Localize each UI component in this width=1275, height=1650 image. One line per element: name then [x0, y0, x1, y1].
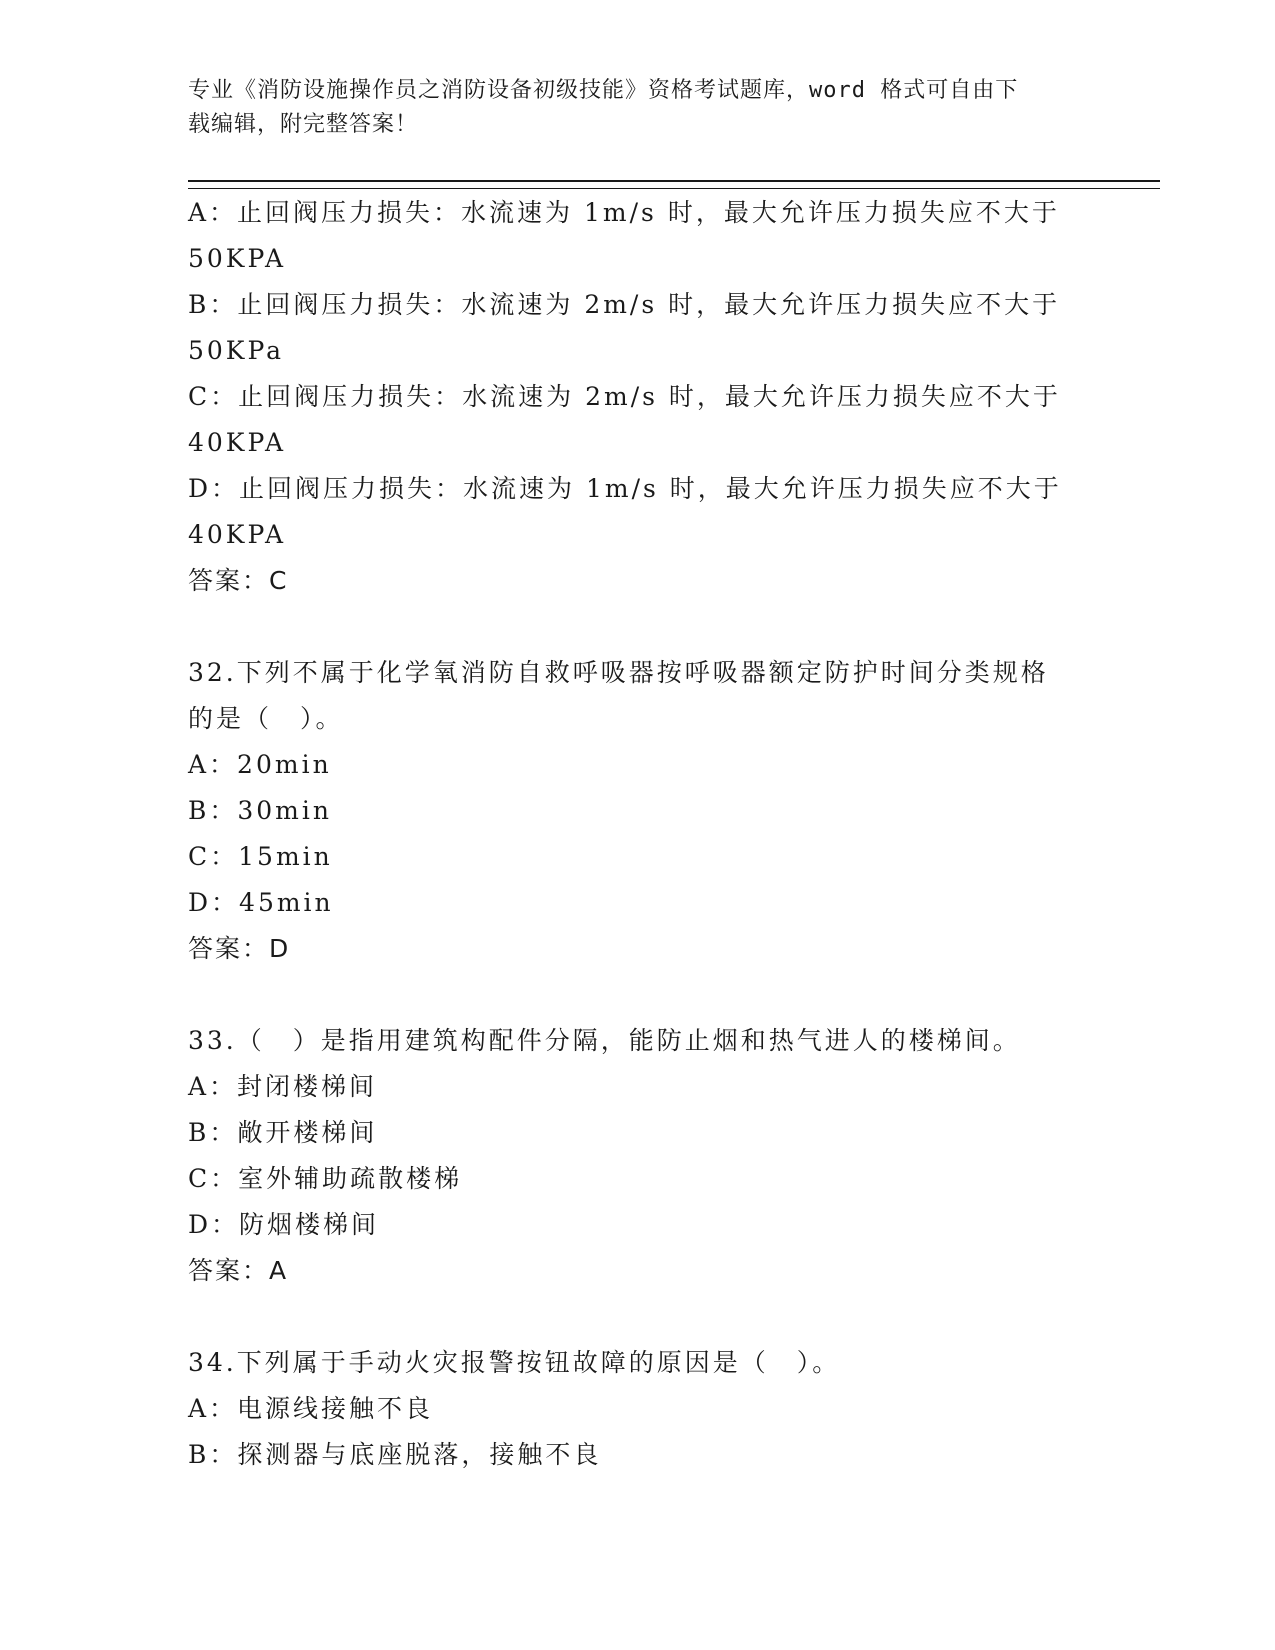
q33-option-a: A：封闭楼梯间	[188, 1072, 378, 1101]
q33-question: 33.（ ）是指用建筑构配件分隔，能防止烟和热气进人的楼梯间。	[188, 1026, 1021, 1055]
q31-option-b-line-1: B：止回阀压力损失：水流速为 2m/s 时，最大允许压力损失应不大于	[188, 290, 1061, 319]
q32-question-line-1: 32.下列不属于化学氧消防自救呼吸器按呼吸器额定防护时间分类规格	[188, 658, 1049, 687]
q34-question: 34.下列属于手动火灾报警按钮故障的原因是（ ）。	[188, 1348, 841, 1377]
question-33-block	[188, 1018, 1088, 1294]
q34-option-a: A：电源线接触不良	[188, 1394, 434, 1423]
q31-option-a-line-2: 50KPA	[188, 244, 287, 273]
q31-option-b-line-2: 50KPa	[188, 336, 285, 365]
q33-option-d: D：防烟楼梯间	[188, 1210, 380, 1239]
q32-question-line-2: 的是（ ）。	[188, 704, 344, 733]
header-title-line-2: 载编辑，附完整答案！	[188, 112, 419, 137]
q33-option-b: B：敞开楼梯间	[188, 1118, 378, 1147]
q31-option-a-line-1: A：止回阀压力损失：水流速为 1m/s 时，最大允许压力损失应不大于	[188, 198, 1060, 227]
q32-answer: 答案：D	[188, 934, 291, 963]
header-title-line-1: 专业《消防设施操作员之消防设备初级技能》资格考试题库，word 格式可自由下	[188, 78, 1019, 103]
page-header	[188, 74, 1088, 142]
q32-option-b: B：30min	[188, 796, 332, 825]
question-34-block	[188, 1340, 1088, 1478]
question-gap	[188, 604, 1088, 650]
q31-option-c-line-2: 40KPA	[188, 428, 287, 457]
q32-option-c: C：15min	[188, 842, 333, 871]
q31-option-d-line-1: D：止回阀压力损失：水流速为 1m/s 时，最大允许压力损失应不大于	[188, 474, 1062, 503]
q34-option-b: B：探测器与底座脱落，接触不良	[188, 1440, 602, 1469]
question-31-block	[188, 190, 1088, 604]
q31-option-d-line-2: 40KPA	[188, 520, 287, 549]
header-divider	[188, 180, 1160, 189]
question-gap	[188, 1294, 1088, 1340]
question-list	[188, 190, 1088, 1478]
question-32-block	[188, 650, 1088, 972]
q33-answer: 答案：A	[188, 1256, 289, 1285]
question-gap	[188, 972, 1088, 1018]
q33-option-c: C：室外辅助疏散楼梯	[188, 1164, 463, 1193]
q31-option-c-line-1: C：止回阀压力损失：水流速为 2m/s 时，最大允许压力损失应不大于	[188, 382, 1061, 411]
q32-option-d: D：45min	[188, 888, 334, 917]
q31-answer: 答案：C	[188, 566, 289, 595]
q32-option-a: A：20min	[188, 750, 332, 779]
